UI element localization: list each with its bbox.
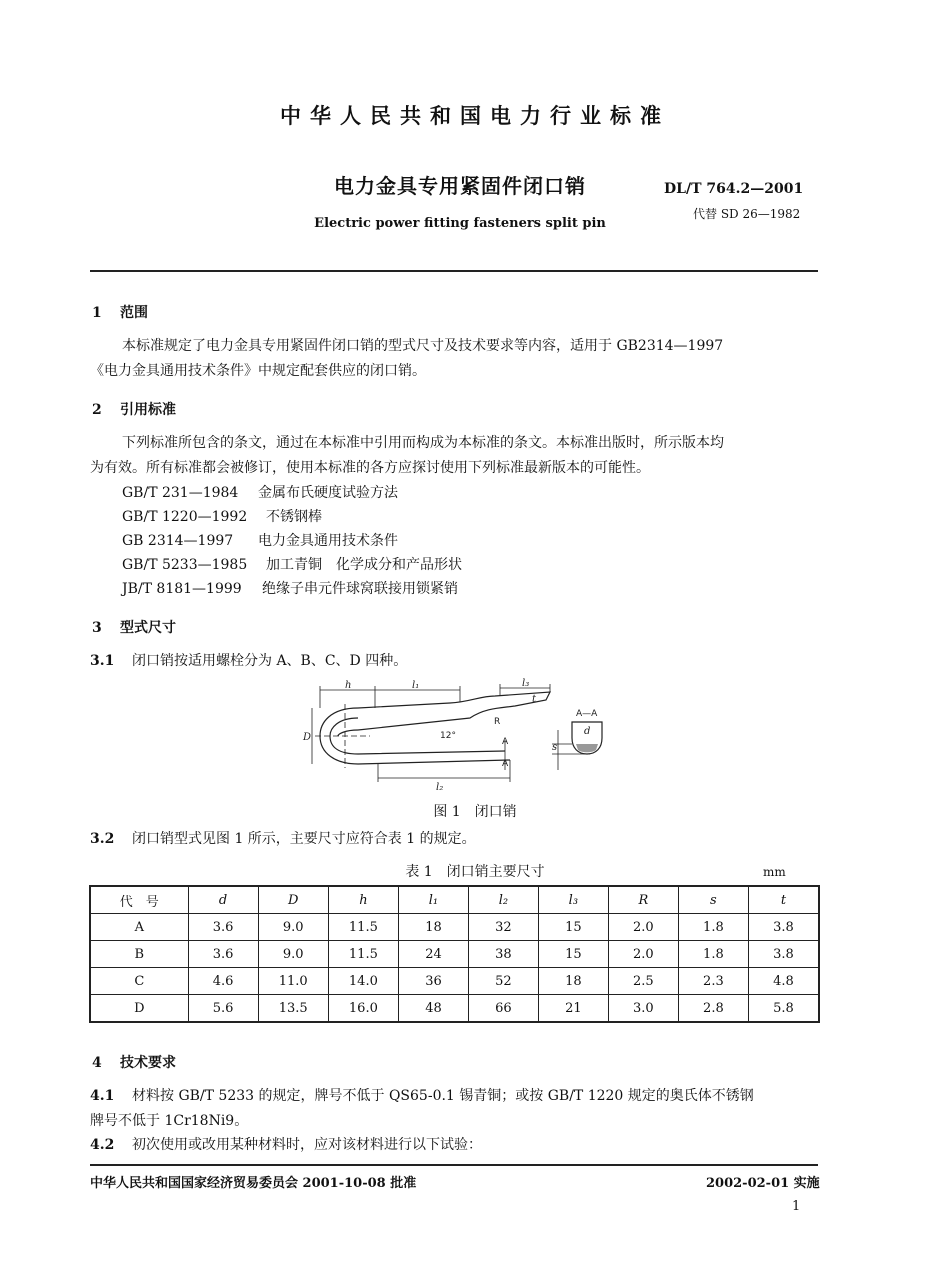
header-rule bbox=[90, 270, 818, 272]
table-title: 表 1 闭口销主要尺寸 bbox=[405, 864, 545, 880]
section-1-para-line2: 《电力金具通用技术条件》中规定配套供应的闭口销。 bbox=[90, 363, 426, 379]
reference-code: JB/T 8181—1999 bbox=[122, 581, 242, 597]
table-cell: 24 bbox=[398, 941, 468, 968]
label-angle: 12° bbox=[440, 731, 456, 741]
clause-3-2 bbox=[90, 827, 476, 852]
table-cell: 38 bbox=[468, 941, 538, 968]
table-cell: 9.0 bbox=[258, 941, 328, 968]
label-A-upper: A bbox=[502, 737, 509, 747]
reference-item bbox=[122, 529, 398, 553]
clause-text: 闭口销型式见图 1 所示，主要尺寸应符合表 1 的规定。 bbox=[132, 831, 476, 847]
table-header-cell: h bbox=[328, 886, 398, 914]
reference-name: 加工青铜 化学成分和产品形状 bbox=[266, 557, 462, 573]
clause-4-2 bbox=[90, 1133, 482, 1158]
section-1-heading bbox=[92, 302, 148, 322]
section-2-heading bbox=[92, 399, 176, 419]
section-title: 技术要求 bbox=[120, 1055, 176, 1071]
table-cell: 11.5 bbox=[328, 914, 398, 941]
clause-text: 闭口销按适用螺栓分为 A、B、C、D 四种。 bbox=[132, 653, 408, 669]
effective-date: 2002-02-01 实施 bbox=[706, 1176, 820, 1191]
table-header-row bbox=[90, 886, 819, 914]
table-cell: 3.0 bbox=[608, 995, 678, 1023]
label-A-lower: A bbox=[502, 759, 509, 769]
reference-item bbox=[122, 481, 398, 505]
reference-code: GB/T 5233—1985 bbox=[122, 557, 248, 573]
reference-code: GB 2314—1997 bbox=[122, 533, 234, 549]
clause-text: 初次使用或改用某种材料时，应对该材料进行以下试验： bbox=[132, 1137, 482, 1153]
section-hatch bbox=[576, 744, 598, 752]
table-cell: C bbox=[90, 968, 188, 995]
clause-text: 材料按 GB/T 5233 的规定，牌号不低于 QS65-0.1 锡青铜；或按 GB/T 1220 规定的奥氏体不锈钢 bbox=[132, 1088, 754, 1104]
reference-name: 绝缘子串元件球窝联接用锁紧销 bbox=[262, 581, 458, 597]
table-cell: 3.8 bbox=[748, 941, 819, 968]
doc-title: 电力金具专用紧固件闭口销 bbox=[334, 174, 586, 198]
table-cell: 4.8 bbox=[748, 968, 819, 995]
table-header-cell: s bbox=[678, 886, 748, 914]
table-cell: 3.6 bbox=[188, 914, 258, 941]
section-4-heading bbox=[92, 1052, 176, 1072]
section-number: 2 bbox=[92, 402, 102, 418]
reference-code: GB/T 231—1984 bbox=[122, 485, 239, 501]
section-number: 4 bbox=[92, 1055, 102, 1071]
table-cell: 11.0 bbox=[258, 968, 328, 995]
section-2-para-line2: 为有效。所有标准都会被修订，使用本标准的各方应探讨使用下列标准最新版本的可能性。 bbox=[90, 460, 650, 476]
table-header-cell: d bbox=[188, 886, 258, 914]
table-header-cell: l₃ bbox=[538, 886, 608, 914]
split-pin-figure bbox=[300, 678, 620, 798]
table-row bbox=[90, 995, 819, 1023]
table-cell: 3.6 bbox=[188, 941, 258, 968]
table-cell: 21 bbox=[538, 995, 608, 1023]
reference-name: 不锈钢棒 bbox=[266, 509, 322, 525]
section-2-para-line1: 下列标准所包含的条文，通过在本标准中引用而构成为本标准的条文。本标准出版时，所示版本均 bbox=[122, 435, 724, 451]
table-cell: 2.0 bbox=[608, 914, 678, 941]
section-3-heading bbox=[92, 617, 176, 637]
section-number: 3 bbox=[92, 620, 102, 636]
reference-item bbox=[122, 505, 322, 529]
table-header-cell: l₂ bbox=[468, 886, 538, 914]
table-cell: 32 bbox=[468, 914, 538, 941]
table-cell: 36 bbox=[398, 968, 468, 995]
clause-3-1 bbox=[90, 649, 407, 674]
pin-outer-outline bbox=[320, 708, 510, 764]
table-header-cell: R bbox=[608, 886, 678, 914]
table-header-cell: l₁ bbox=[398, 886, 468, 914]
pin-loop-inner bbox=[338, 730, 358, 736]
table-cell: 15 bbox=[538, 914, 608, 941]
label-R: R bbox=[494, 717, 501, 727]
table-cell: 5.8 bbox=[748, 995, 819, 1023]
dimensions-table bbox=[89, 885, 820, 1023]
table-cell: 18 bbox=[398, 914, 468, 941]
footer-rule bbox=[90, 1164, 818, 1166]
label-D: D bbox=[303, 732, 312, 743]
doc-title-en: Electric power fitting fasteners split pin bbox=[314, 216, 606, 231]
label-l2: l₂ bbox=[436, 782, 444, 793]
label-t: t bbox=[532, 694, 537, 705]
table-row bbox=[90, 941, 819, 968]
pin-upper-leg bbox=[358, 692, 550, 730]
table-header-cell: t bbox=[748, 886, 819, 914]
table-cell: 4.6 bbox=[188, 968, 258, 995]
table-cell: 3.8 bbox=[748, 914, 819, 941]
standard-number: DL/T 764.2—2001 bbox=[664, 181, 804, 197]
label-l3: l₃ bbox=[522, 678, 530, 689]
table-header-cell: 代 号 bbox=[90, 886, 188, 914]
table-cell: 14.0 bbox=[328, 968, 398, 995]
table-row bbox=[90, 968, 819, 995]
table-cell: 13.5 bbox=[258, 995, 328, 1023]
reference-name: 电力金具通用技术条件 bbox=[258, 533, 398, 549]
clause-number: 4.1 bbox=[90, 1088, 115, 1104]
table-header-cell: D bbox=[258, 886, 328, 914]
table-cell: 48 bbox=[398, 995, 468, 1023]
table-unit: mm bbox=[763, 865, 786, 879]
clause-number: 3.1 bbox=[90, 653, 115, 669]
table-cell: 16.0 bbox=[328, 995, 398, 1023]
reference-code: GB/T 1220—1992 bbox=[122, 509, 248, 525]
replaces-standard: 代替 SD 26—1982 bbox=[693, 207, 801, 221]
approval-statement: 中华人民共和国国家经济贸易委员会 2001-10-08 批准 bbox=[90, 1176, 417, 1191]
label-h: h bbox=[345, 680, 352, 691]
section-title: 引用标准 bbox=[120, 402, 176, 418]
clause-4-1-line2: 牌号不低于 1Cr18Ni9。 bbox=[90, 1113, 249, 1129]
table-cell: 2.8 bbox=[678, 995, 748, 1023]
table-cell: 11.5 bbox=[328, 941, 398, 968]
figure-caption: 图 1 闭口销 bbox=[433, 804, 517, 820]
org-title: 中华人民共和国电力行业标准 bbox=[280, 103, 670, 128]
reference-item bbox=[122, 553, 462, 577]
table-cell: 2.5 bbox=[608, 968, 678, 995]
reference-name: 金属布氏硬度试验方法 bbox=[258, 485, 398, 501]
clause-number: 3.2 bbox=[90, 831, 115, 847]
table-cell: 52 bbox=[468, 968, 538, 995]
table-cell: 1.8 bbox=[678, 941, 748, 968]
label-s: s bbox=[552, 742, 558, 753]
table-row bbox=[90, 914, 819, 941]
table-cell: 1.8 bbox=[678, 914, 748, 941]
table-cell: 9.0 bbox=[258, 914, 328, 941]
clause-4-1-line1 bbox=[90, 1084, 754, 1109]
reference-item bbox=[122, 577, 458, 601]
label-section-a-a: A—A bbox=[576, 709, 598, 719]
label-l1: l₁ bbox=[412, 680, 420, 691]
table-cell: B bbox=[90, 941, 188, 968]
table-cell: 5.6 bbox=[188, 995, 258, 1023]
table-cell: 15 bbox=[538, 941, 608, 968]
page-number: 1 bbox=[792, 1199, 801, 1214]
table-cell: D bbox=[90, 995, 188, 1023]
table-cell: 18 bbox=[538, 968, 608, 995]
clause-number: 4.2 bbox=[90, 1137, 115, 1153]
table-cell: 2.0 bbox=[608, 941, 678, 968]
section-number: 1 bbox=[92, 305, 102, 321]
section-title: 型式尺寸 bbox=[120, 620, 176, 636]
section-title: 范围 bbox=[120, 305, 148, 321]
table-cell: 2.3 bbox=[678, 968, 748, 995]
section-1-para-line1: 本标准规定了电力金具专用紧固件闭口销的型式尺寸及技术要求等内容，适用于 GB2314—1997 bbox=[122, 338, 724, 354]
label-d: d bbox=[584, 726, 591, 737]
table-cell: A bbox=[90, 914, 188, 941]
table-cell: 66 bbox=[468, 995, 538, 1023]
